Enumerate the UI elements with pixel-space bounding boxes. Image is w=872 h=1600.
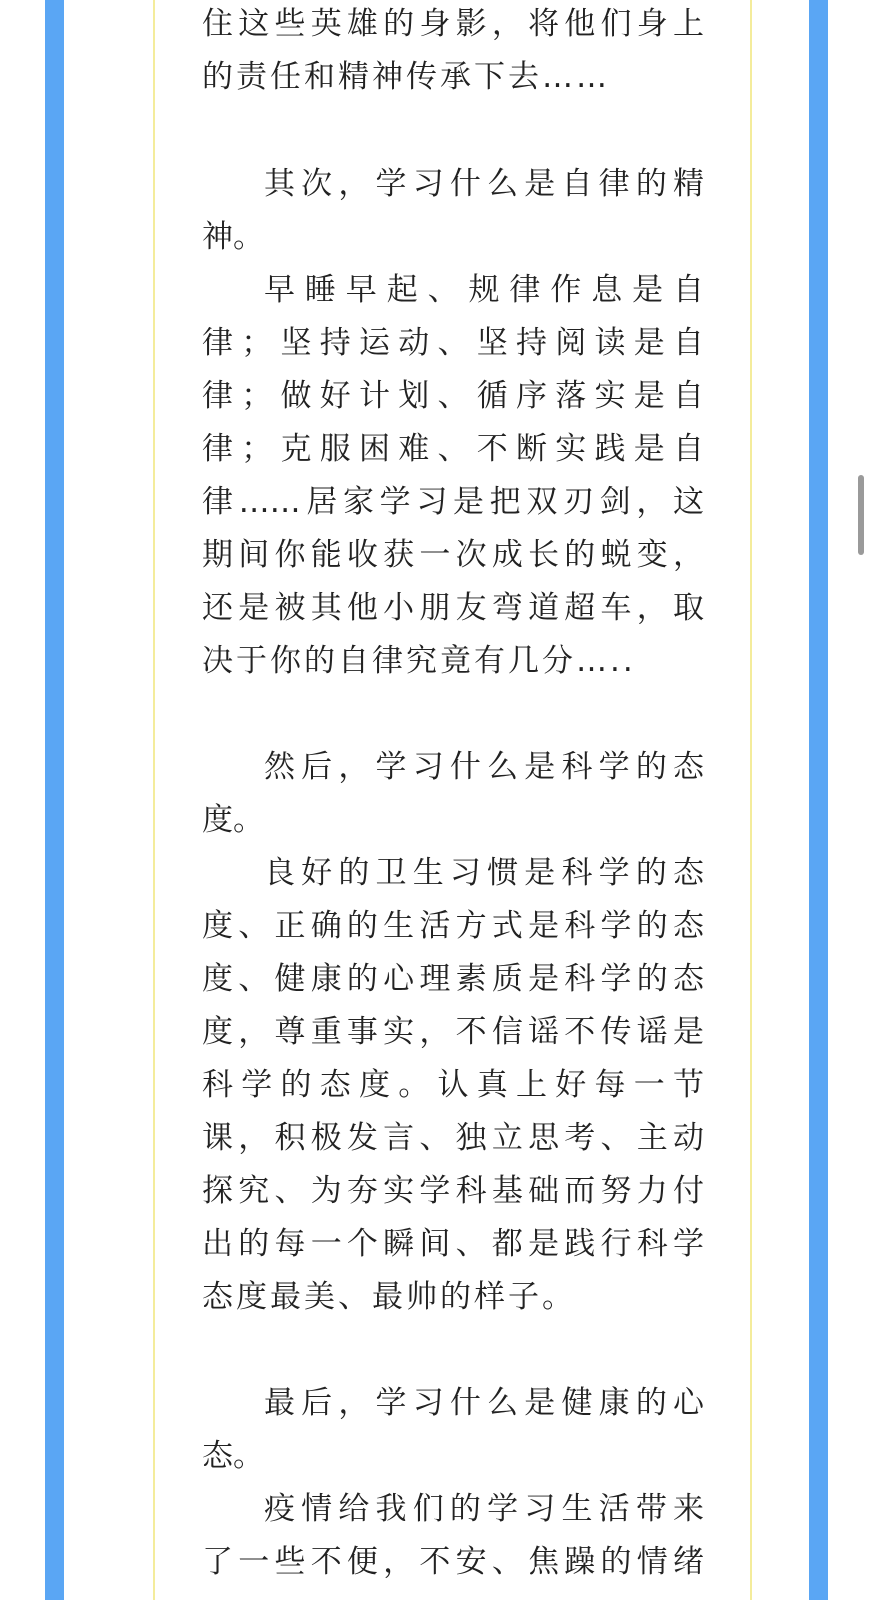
text-line: 期间你能收获一次成长的蜕变， [202,537,704,573]
text-line: 决于你的自律究竟有几分….. [202,643,636,679]
text-line: 的责任和精神传承下去…… [202,59,610,95]
text-line: 律……居家学习是把双刃剑，这 [202,484,704,520]
text-line: 律；做好计划、循序落实是自 [202,378,704,414]
text-line: 还是被其他小朋友弯道超车，取 [202,590,704,626]
text-line: 了一些不便，不安、焦躁的情绪 [202,1544,704,1580]
text-line: 态度最美、最帅的样子。 [202,1279,576,1315]
text-line: 良好的卫生习惯是科学的态 [264,855,704,891]
text-line: 科学的态度。认真上好每一节 [202,1067,704,1103]
text-line: 度，尊重事实，不信谣不传谣是 [202,1014,704,1050]
text-line: 度。 [202,802,264,838]
text-line: 神。 [202,219,264,255]
text-line: 出的每一个瞬间、都是践行科学 [202,1226,704,1262]
text-line: 住这些英雄的身影，将他们身上 [202,6,704,42]
text-line: 早睡早起、规律作息是自 [264,272,704,308]
text-line: 最后，学习什么是健康的心 [264,1385,704,1421]
scrollbar-thumb[interactable] [858,475,864,555]
text-line: 律；坚持运动、坚持阅读是自 [202,325,704,361]
text-line: 态。 [202,1438,264,1474]
text-line: 其次，学习什么是自律的精 [264,166,704,202]
text-line: 探究、为夯实学科基础而努力付 [202,1173,704,1209]
text-line: 度、正确的生活方式是科学的态 [202,908,704,944]
text-line: 疫情给我们的学习生活带来 [264,1491,704,1527]
text-line: 律；克服困难、不断实践是自 [202,431,704,467]
text-line: 度、健康的心理素质是科学的态 [202,961,704,997]
text-line: 课，积极发言、独立思考、主动 [202,1120,704,1156]
text-line: 然后，学习什么是科学的态 [264,749,704,785]
